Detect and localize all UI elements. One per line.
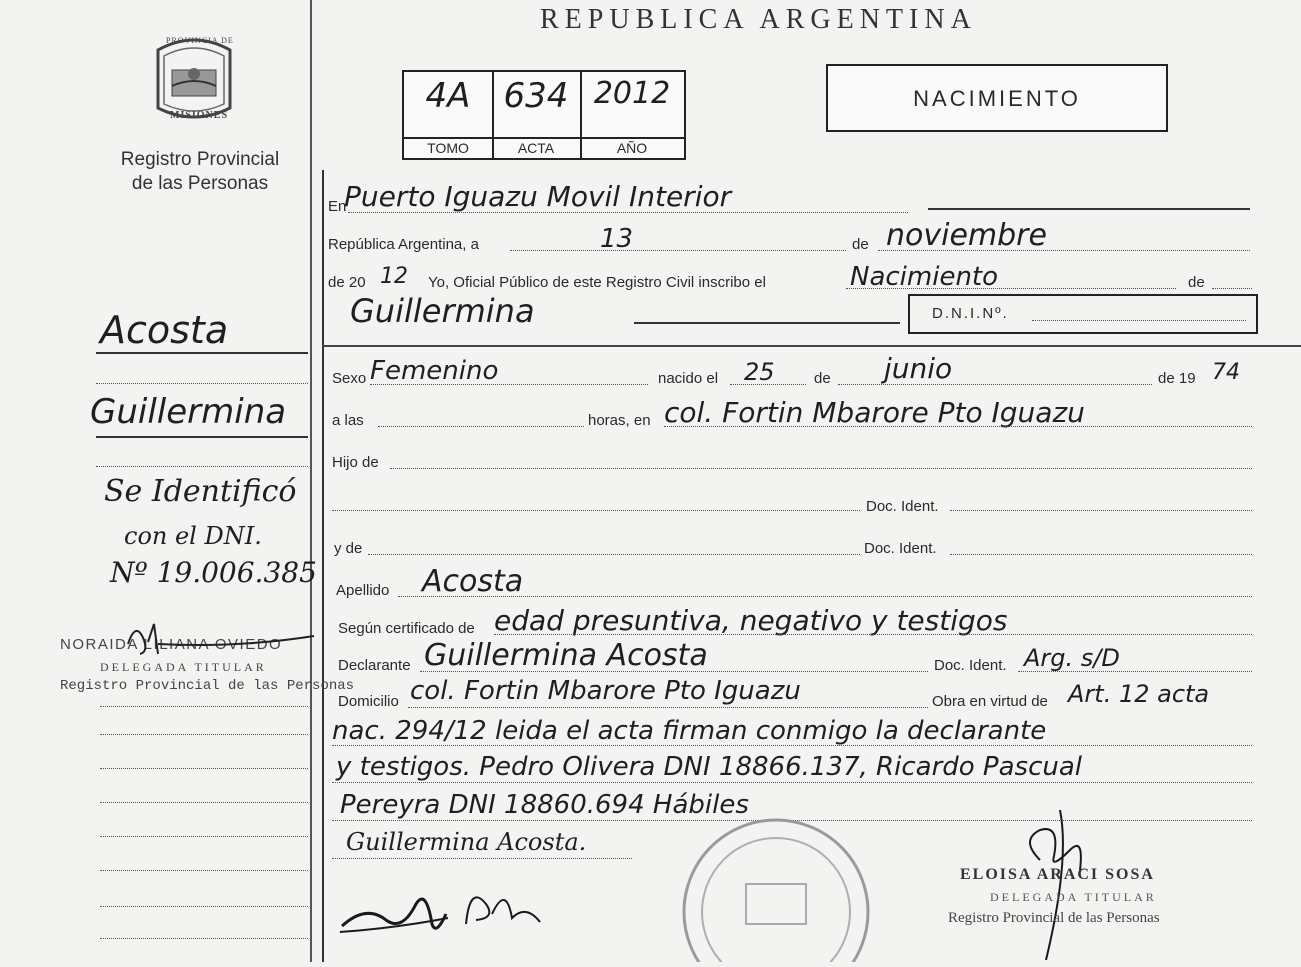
- label-doc-ident-madre: Doc. Ident.: [864, 540, 937, 557]
- margin-dots-3: [100, 706, 308, 707]
- label-y-de: y de: [334, 540, 363, 557]
- line-lugar-nac: [664, 426, 1252, 427]
- value-nombre: Guillermina: [350, 292, 535, 330]
- margin-apellido: Acosta: [100, 308, 229, 352]
- line-nac-mes: [838, 384, 1152, 385]
- margin-note-2: con el DNI.: [124, 522, 262, 550]
- label-de-19: de 19: [1158, 370, 1196, 387]
- value-domicilio: col. Fortin Mbarore Pto Iguazu: [410, 676, 801, 706]
- value-lugar: Puerto Iguazu Movil Interior: [344, 180, 732, 213]
- value-inscribe: Nacimiento: [850, 262, 999, 292]
- official-name: ELOISA ARACI SOSA: [960, 866, 1155, 883]
- margin-dots-6: [100, 802, 308, 803]
- margin-note-3: Nº 19.006.385: [110, 556, 317, 589]
- label-sexo: Sexo: [332, 370, 367, 387]
- label-en: En: [328, 198, 347, 215]
- registry-line-1: Registro Provincial: [120, 149, 280, 170]
- acta-cell: [492, 72, 582, 158]
- label-domicilio: Domicilio: [338, 693, 399, 710]
- act-type: NACIMIENTO: [913, 86, 1081, 111]
- section-separator: [322, 345, 1301, 347]
- registry-line-2: de las Personas: [131, 173, 269, 194]
- obs-line-1: nac. 294/12 leida el acta firman conmigo la declarante: [332, 716, 1047, 746]
- margin-dots-2: [96, 466, 308, 467]
- margin-dots-10: [100, 938, 308, 939]
- line-domicilio: [408, 707, 928, 708]
- dni-label: D.N.I.Nº.: [932, 305, 1009, 322]
- margin-dots-4: [100, 734, 308, 735]
- misiones-logo: [148, 30, 240, 130]
- obs-rule-2: [332, 782, 1252, 783]
- margin-divider: [310, 0, 312, 962]
- line-y-de: [368, 554, 860, 555]
- margin-dots-1: [96, 383, 308, 384]
- line-doc-madre: [950, 554, 1252, 555]
- form-left-border: [322, 170, 324, 962]
- label-nacido-el: nacido el: [658, 370, 719, 387]
- stamp-name: NORAIDA LILIANA OVIEDO: [60, 636, 283, 653]
- stamp-role: DELEGADA TITULAR: [100, 660, 267, 674]
- anio-value: 2012: [593, 76, 671, 111]
- registry-name: [90, 148, 310, 196]
- label-obra: Obra en virtud de: [932, 693, 1048, 710]
- line-hijo-de: [390, 468, 1252, 469]
- label-horas-en: horas, en: [588, 412, 651, 429]
- value-anio-2d: 12: [380, 264, 408, 289]
- dni-box: [908, 294, 1258, 334]
- value-obra: Art. 12 acta: [1068, 680, 1210, 708]
- label-doc-ident-declarante: Doc. Ident.: [934, 657, 1007, 674]
- line-certificado: [494, 634, 1252, 635]
- anio-label: AÑO: [580, 137, 684, 156]
- tomo-label: TOMO: [404, 137, 492, 156]
- value-apellido: Acosta: [422, 564, 524, 599]
- stamp-org: Registro Provincial de las Personas: [60, 678, 355, 694]
- margin-line-2: [96, 436, 308, 438]
- tomo-value: 4A: [425, 76, 471, 116]
- value-nac-dia: 25: [744, 358, 775, 386]
- label-declarante: Declarante: [338, 657, 411, 674]
- official-role: DELEGADA TITULAR: [990, 890, 1157, 904]
- margin-dots-8: [100, 870, 308, 871]
- obs-line-3: Pereyra DNI 18860.694 Hábiles: [340, 790, 749, 820]
- line-horas: [378, 426, 584, 427]
- line-sexo: [370, 384, 648, 385]
- line-hijo-de-2: [332, 510, 860, 511]
- official-seal: [676, 812, 876, 962]
- margin-note-1: Se Identificó: [104, 474, 297, 509]
- line-nac-dia: [730, 384, 806, 385]
- margin-dots-9: [100, 906, 308, 907]
- acta-label: ACTA: [492, 137, 580, 156]
- label-de-20: de 20: [328, 274, 366, 291]
- value-declarante-doc: Arg. s/D: [1024, 644, 1120, 672]
- label-de-inscribe: de: [1188, 274, 1205, 291]
- margin-line-1: [96, 352, 308, 354]
- line-inscribe-end: [1212, 288, 1252, 289]
- acta-value: 634: [503, 76, 569, 116]
- label-de-nac: de: [814, 370, 831, 387]
- label-apellido: Apellido: [336, 582, 390, 599]
- line-doc-padre: [950, 510, 1252, 511]
- logo-text-top: PROVINCIA DE: [166, 36, 234, 45]
- label-segun: Según certificado de: [338, 620, 475, 637]
- value-nac-anio: 74: [1212, 360, 1240, 385]
- label-a-las: a las: [332, 412, 364, 429]
- value-dia: 13: [600, 224, 634, 254]
- margin-nombre: Guillermina: [90, 392, 287, 432]
- signature-witness: [336, 874, 556, 944]
- value-sexo: Femenino: [370, 356, 499, 386]
- obs-line-2: y testigos. Pedro Olivera DNI 18866.137, Ricardo Pascual: [336, 752, 1083, 782]
- line-apellido: [398, 596, 1252, 597]
- margin-dots-7: [100, 836, 308, 837]
- line-nombre: [634, 322, 900, 324]
- value-certificado: edad presuntiva, negativo y testigos: [494, 604, 1008, 637]
- obs-rule-1: [332, 745, 1252, 746]
- line-lugar-end: [928, 208, 1250, 210]
- obs-rule-4: [332, 858, 632, 859]
- value-declarante: Guillermina Acosta: [424, 638, 708, 673]
- label-de-mes: de: [852, 236, 869, 253]
- anio-cell: [580, 72, 684, 158]
- line-doc-declarante: [1018, 671, 1252, 672]
- stamp-signature: [118, 614, 318, 664]
- label-republica: República Argentina, a: [328, 236, 479, 253]
- line-dia: [510, 250, 846, 251]
- country-title: REPUBLICA ARGENTINA: [540, 4, 977, 35]
- line-declarante: [420, 671, 928, 672]
- record-box: [402, 70, 686, 160]
- tomo-cell: [404, 72, 494, 158]
- logo-text-bottom: MISIONES: [170, 110, 229, 121]
- dni-line: [1032, 320, 1246, 321]
- official-org: Registro Provincial de las Personas: [948, 910, 1160, 926]
- label-hijo-de: Hijo de: [332, 454, 379, 471]
- label-doc-ident-padre: Doc. Ident.: [866, 498, 939, 515]
- value-lugar-nac: col. Fortin Mbarore Pto Iguazu: [664, 396, 1085, 429]
- value-nac-mes: junio: [884, 352, 953, 385]
- act-type-box: [826, 64, 1168, 132]
- value-mes: noviembre: [886, 218, 1047, 253]
- margin-dots-5: [100, 768, 308, 769]
- label-yo-oficial: Yo, Oficial Público de este Registro Civil inscribo el: [428, 274, 766, 291]
- obs-line-4: Guillermina Acosta.: [346, 828, 587, 856]
